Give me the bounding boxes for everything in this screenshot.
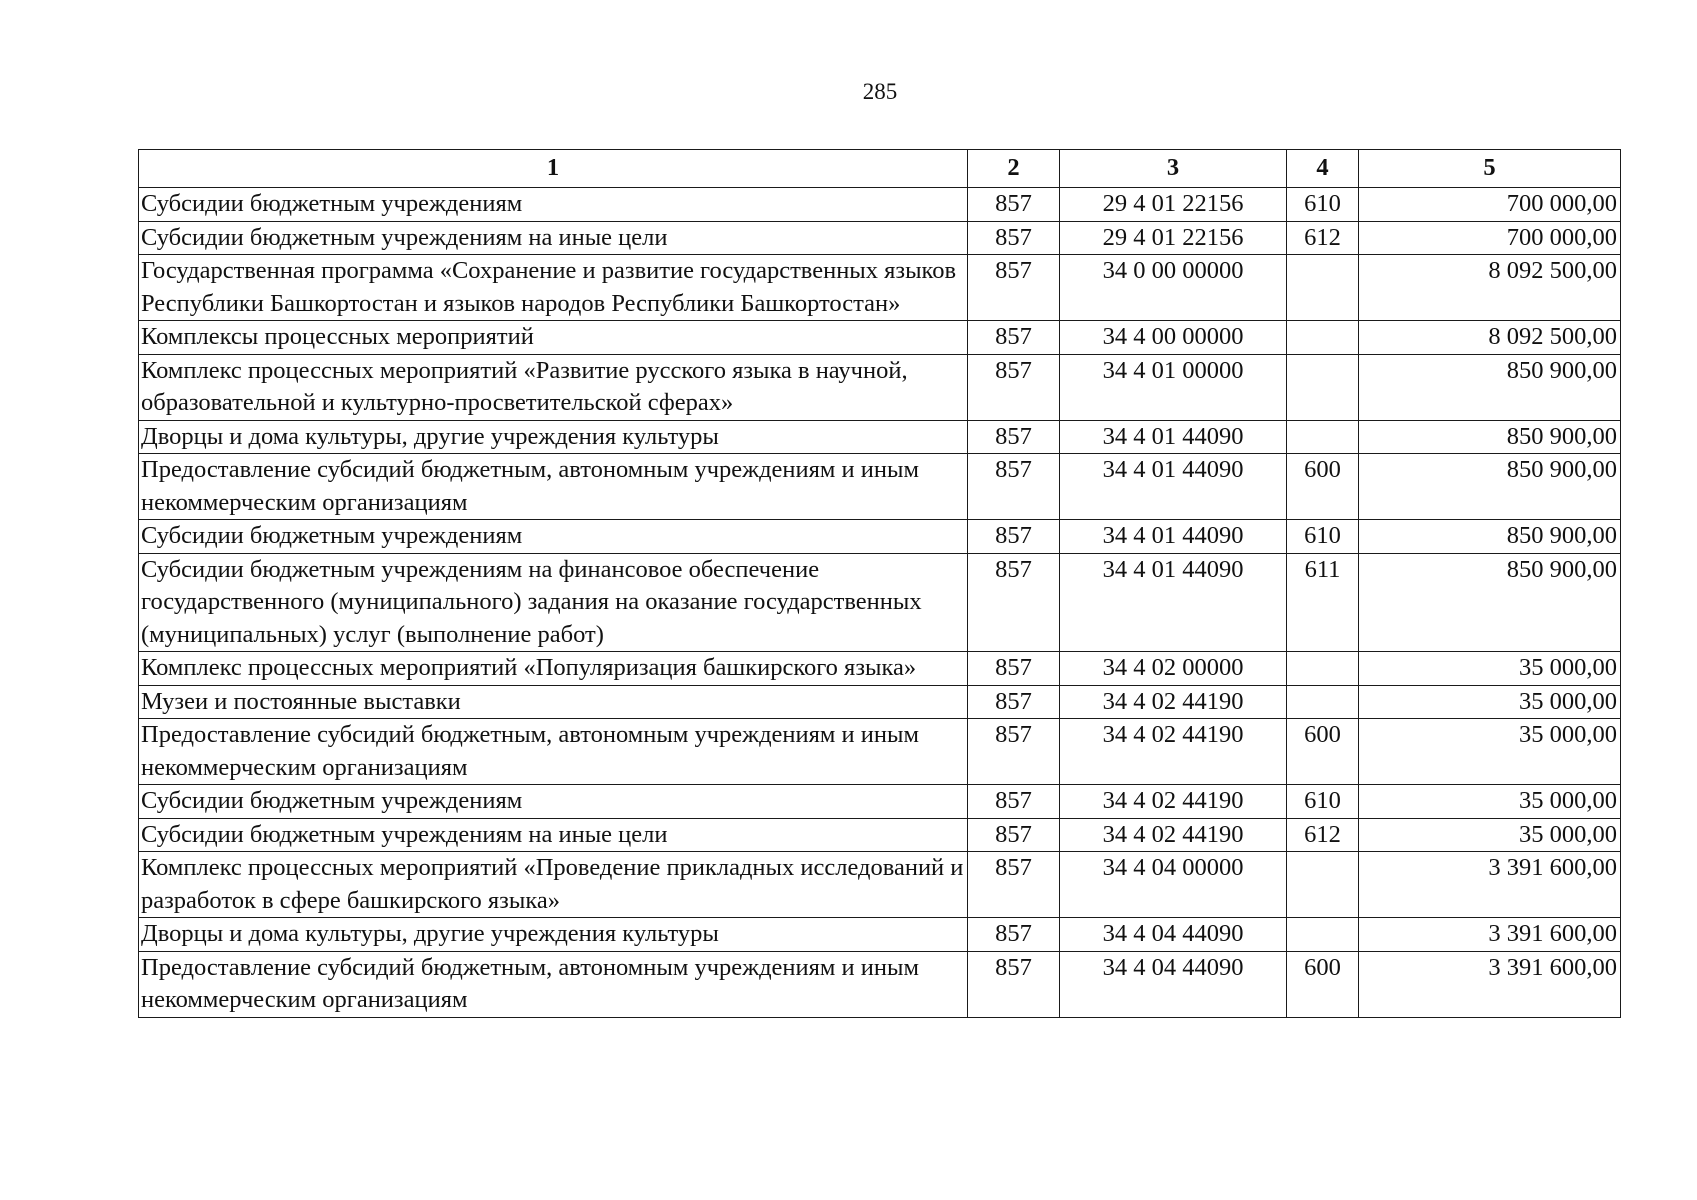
row-name-cell: Субсидии бюджетным учреждениям на финансовое обеспечение государственного (муниципального) задания на оказание государственных (муниципальных) услуг (выполнение работ) (139, 553, 968, 652)
expense-type-cell (1287, 420, 1359, 454)
row-name-cell: Комплекс процессных мероприятий «Популяризация башкирского языка» (139, 652, 968, 686)
header-col-3: 3 (1060, 150, 1287, 188)
header-col-5: 5 (1359, 150, 1621, 188)
ministry-code-cell: 857 (968, 918, 1060, 952)
row-name-cell: Предоставление субсидий бюджетным, автономным учреждениям и иным некоммерческим организациям (139, 454, 968, 520)
header-row (139, 150, 1621, 188)
ministry-code-cell: 857 (968, 553, 1060, 652)
table-row (139, 354, 1621, 420)
amount-cell: 850 900,00 (1359, 454, 1621, 520)
header-col-1: 1 (139, 150, 968, 188)
expense-type-cell (1287, 918, 1359, 952)
expense-type-cell (1287, 652, 1359, 686)
expense-type-cell (1287, 255, 1359, 321)
expense-type-cell: 610 (1287, 520, 1359, 554)
table-row (139, 918, 1621, 952)
amount-cell: 8 092 500,00 (1359, 255, 1621, 321)
page-number: 285 (862, 79, 898, 104)
table-row (139, 553, 1621, 652)
header-col-4: 4 (1287, 150, 1359, 188)
table-row (139, 951, 1621, 1017)
table-body (139, 188, 1621, 1018)
ministry-code-cell: 857 (968, 454, 1060, 520)
header-col-2: 2 (968, 150, 1060, 188)
budget-table (138, 149, 1621, 1018)
expense-type-cell: 600 (1287, 719, 1359, 785)
ministry-code-cell: 857 (968, 685, 1060, 719)
row-name-cell: Субсидии бюджетным учреждениям (139, 188, 968, 222)
amount-cell: 35 000,00 (1359, 685, 1621, 719)
row-name-cell: Предоставление субсидий бюджетным, автономным учреждениям и иным некоммерческим организациям (139, 951, 968, 1017)
table-row (139, 321, 1621, 355)
ministry-code-cell: 857 (968, 420, 1060, 454)
expense-type-cell: 610 (1287, 188, 1359, 222)
amount-cell: 35 000,00 (1359, 785, 1621, 819)
row-name-cell: Субсидии бюджетным учреждениям (139, 520, 968, 554)
target-article-cell: 29 4 01 22156 (1060, 188, 1287, 222)
expense-type-cell: 612 (1287, 818, 1359, 852)
ministry-code-cell: 857 (968, 321, 1060, 355)
row-name-cell: Субсидии бюджетным учреждениям на иные цели (139, 221, 968, 255)
ministry-code-cell: 857 (968, 852, 1060, 918)
ministry-code-cell: 857 (968, 652, 1060, 686)
table-row (139, 420, 1621, 454)
table-row (139, 852, 1621, 918)
table-row (139, 818, 1621, 852)
target-article-cell: 34 4 01 44090 (1060, 553, 1287, 652)
amount-cell: 8 092 500,00 (1359, 321, 1621, 355)
target-article-cell: 34 4 00 00000 (1060, 321, 1287, 355)
table-header (139, 150, 1621, 188)
table-row (139, 255, 1621, 321)
amount-cell: 850 900,00 (1359, 420, 1621, 454)
ministry-code-cell: 857 (968, 719, 1060, 785)
target-article-cell: 34 4 01 44090 (1060, 520, 1287, 554)
expense-type-cell: 611 (1287, 553, 1359, 652)
ministry-code-cell: 857 (968, 354, 1060, 420)
ministry-code-cell: 857 (968, 221, 1060, 255)
amount-cell: 35 000,00 (1359, 818, 1621, 852)
target-article-cell: 34 4 02 44190 (1060, 685, 1287, 719)
amount-cell: 850 900,00 (1359, 553, 1621, 652)
amount-cell: 35 000,00 (1359, 719, 1621, 785)
target-article-cell: 34 4 02 00000 (1060, 652, 1287, 686)
expense-type-cell: 612 (1287, 221, 1359, 255)
row-name-cell: Комплекс процессных мероприятий «Проведение прикладных исследований и разработок в сфере башкирского языка» (139, 852, 968, 918)
target-article-cell: 34 0 00 00000 (1060, 255, 1287, 321)
target-article-cell: 34 4 01 00000 (1060, 354, 1287, 420)
expense-type-cell (1287, 354, 1359, 420)
row-name-cell: Предоставление субсидий бюджетным, автономным учреждениям и иным некоммерческим организациям (139, 719, 968, 785)
amount-cell: 850 900,00 (1359, 354, 1621, 420)
table-row (139, 454, 1621, 520)
expense-type-cell: 600 (1287, 951, 1359, 1017)
target-article-cell: 29 4 01 22156 (1060, 221, 1287, 255)
row-name-cell: Субсидии бюджетным учреждениям на иные цели (139, 818, 968, 852)
table-row (139, 785, 1621, 819)
table-row (139, 685, 1621, 719)
ministry-code-cell: 857 (968, 951, 1060, 1017)
target-article-cell: 34 4 02 44190 (1060, 785, 1287, 819)
expense-type-cell (1287, 321, 1359, 355)
row-name-cell: Комплекс процессных мероприятий «Развитие русского языка в научной, образовательной и культурно-просветительской сферах» (139, 354, 968, 420)
row-name-cell: Субсидии бюджетным учреждениям (139, 785, 968, 819)
expense-type-cell: 610 (1287, 785, 1359, 819)
amount-cell: 3 391 600,00 (1359, 852, 1621, 918)
expense-type-cell (1287, 852, 1359, 918)
ministry-code-cell: 857 (968, 785, 1060, 819)
row-name-cell: Дворцы и дома культуры, другие учреждения культуры (139, 420, 968, 454)
target-article-cell: 34 4 01 44090 (1060, 420, 1287, 454)
expense-type-cell (1287, 685, 1359, 719)
amount-cell: 850 900,00 (1359, 520, 1621, 554)
amount-cell: 35 000,00 (1359, 652, 1621, 686)
amount-cell: 700 000,00 (1359, 188, 1621, 222)
amount-cell: 700 000,00 (1359, 221, 1621, 255)
target-article-cell: 34 4 04 00000 (1060, 852, 1287, 918)
table-row (139, 188, 1621, 222)
ministry-code-cell: 857 (968, 255, 1060, 321)
target-article-cell: 34 4 04 44090 (1060, 951, 1287, 1017)
target-article-cell: 34 4 01 44090 (1060, 454, 1287, 520)
target-article-cell: 34 4 02 44190 (1060, 719, 1287, 785)
ministry-code-cell: 857 (968, 188, 1060, 222)
row-name-cell: Музеи и постоянные выставки (139, 685, 968, 719)
row-name-cell: Дворцы и дома культуры, другие учреждения культуры (139, 918, 968, 952)
table-row (139, 719, 1621, 785)
table-row (139, 652, 1621, 686)
ministry-code-cell: 857 (968, 520, 1060, 554)
row-name-cell: Комплексы процессных мероприятий (139, 321, 968, 355)
table-row (139, 221, 1621, 255)
expense-type-cell: 600 (1287, 454, 1359, 520)
amount-cell: 3 391 600,00 (1359, 951, 1621, 1017)
target-article-cell: 34 4 02 44190 (1060, 818, 1287, 852)
target-article-cell: 34 4 04 44090 (1060, 918, 1287, 952)
row-name-cell: Государственная программа «Сохранение и развитие государственных языков Республики Башкортостан и языков народов Республики Башкортостан» (139, 255, 968, 321)
table-row (139, 520, 1621, 554)
amount-cell: 3 391 600,00 (1359, 918, 1621, 952)
ministry-code-cell: 857 (968, 818, 1060, 852)
